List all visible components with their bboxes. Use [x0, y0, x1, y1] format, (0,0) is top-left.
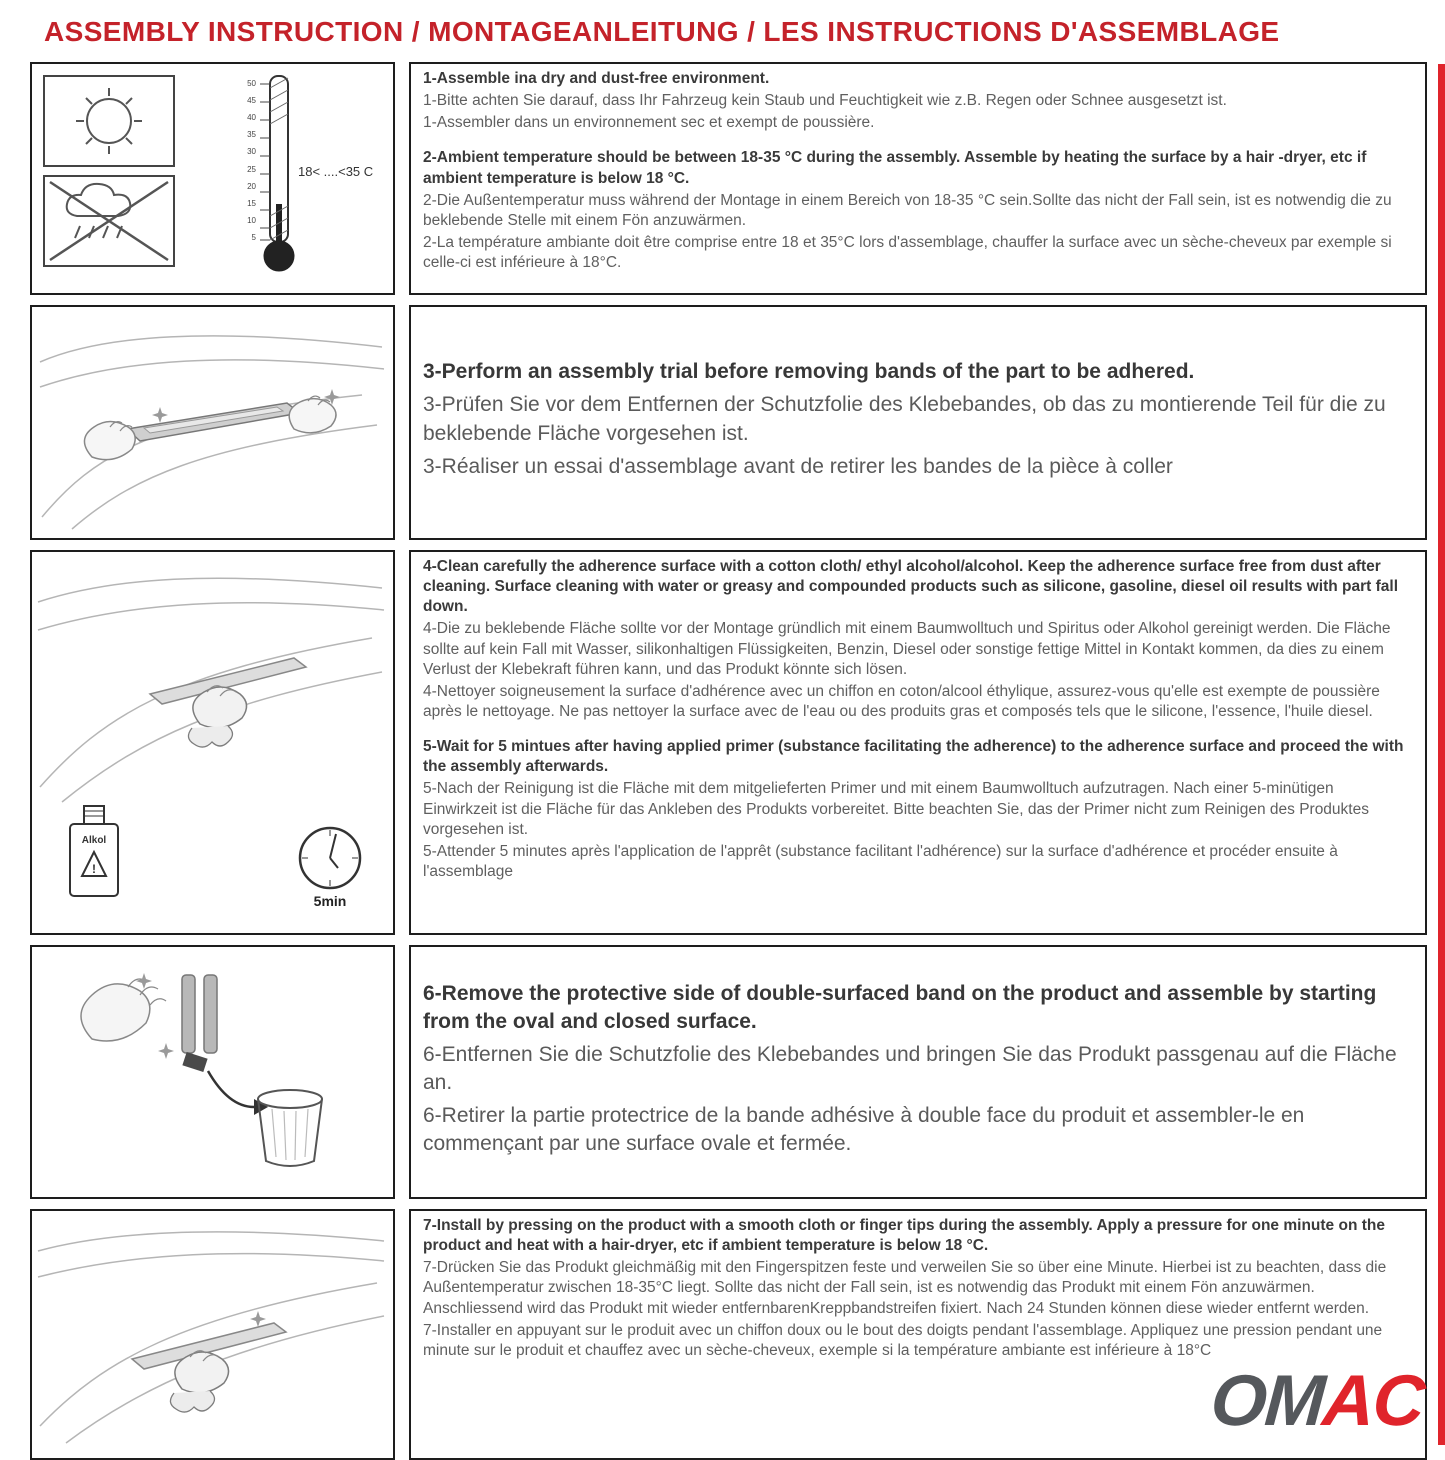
- wait-time-label: 5min: [313, 893, 347, 909]
- thermometer-tick-label: 25: [247, 164, 256, 174]
- instruction-paragraph: 3-Réaliser un essai d'assemblage avant de retirer les bandes de la pièce à coller: [423, 454, 1173, 478]
- sun-icon: [44, 76, 174, 166]
- remove-band-illustration: [32, 947, 393, 1192]
- instruction-paragraph: 5-Nach der Reinigung ist die Fläche mit dem mitgelieferten Primer und mit einem Baumwolltuch aufzutragen. Nach einer 5-minütigen Einwirkzeit ist die Fläche für das Ankleben des Produkts vorbereitet. Bitte beachten Sie, das der Primer nicht zum Reinigen des Produktes vorgesehen ist.: [423, 780, 1369, 838]
- logo-part-red: AC: [1320, 1361, 1426, 1441]
- instruction-paragraph: 5-Wait for 5 mintues after having applied primer (substance facilitating the adherence) to the adherence surface and proceed the with the assembly afterwards.: [423, 738, 1404, 776]
- instruction-text-group: [423, 980, 1411, 1164]
- section-assembly-trial: [30, 305, 1427, 540]
- instruction-paragraph: 3-Prüfen Sie vor dem Entfernen der Schutzfolie des Klebebandes, ob das zu montierende Teil für die zu beklebende Fläche vorgesehen ist.: [423, 393, 1386, 445]
- no-rain-icon: [44, 176, 174, 266]
- illustration-environment: [30, 62, 395, 295]
- instruction-text-group: [423, 557, 1411, 882]
- thermometer-tick-label: 20: [247, 181, 256, 191]
- holding-hand: [81, 979, 166, 1041]
- instruction-paragraph: 1-Assembler dans un environnement sec et exempt de poussière.: [423, 114, 875, 132]
- instruction-paragraph: 7-Drücken Sie das Produkt gleichmäßig mit den Fingerspitzen feste und verweilen Sie so über eine Minute. Hierbei ist zu beachten, dass die Außentemperatur zwischen 18-35°C liegt. Sollte das nicht der Fall sein, ist es notwendig das Produkt mit einem Fön anzuwärmen. Anschliessend wird das Produkt mit wieder entfernbarenKreppbandstreifen fixiert. Nach 24 Stunden können diese wieder entfernt werden.: [423, 1259, 1387, 1317]
- svg-text:!: !: [92, 862, 96, 876]
- sparkles: [250, 1311, 266, 1327]
- instruction-text-group: [423, 69, 1411, 273]
- instruction-paragraph: 7-Installer en appuyant sur le produit avec un chiffon doux ou le bout des doigts pendant l'assemblage. Appliquez une pression pendant une minute sur le produit et chauffez avec un sèche-cheveux, exemple si la température ambiante est inférieure à 18°C: [423, 1321, 1383, 1359]
- thermometer-tick-label: 35: [247, 130, 256, 140]
- thermometer-scale: [228, 80, 256, 242]
- thermometer-icon: [260, 76, 373, 271]
- instruction-paragraph: 2-Ambient temperature should be between 18-35 °C during the assembly. Assemble by heating the surface by a hair -dryer, etc if ambient temperature is below 18 °C.: [423, 149, 1367, 187]
- instruction-paragraph: 6-Retirer la partie protectrice de la bande adhésive à double face du produit et assembler-le en commençant par une surface ovale et fermée.: [423, 1104, 1305, 1156]
- thermometer-tick-label: 10: [247, 215, 256, 225]
- alcohol-bottle-icon: [70, 806, 118, 896]
- illustration-assembly-trial: [30, 305, 395, 540]
- illustration-remove-band: [30, 945, 395, 1199]
- instruction-paragraph: 7-Install by pressing on the product with a smooth cloth or finger tips during the assembly. Apply a pressure for one minute on the product and heat with a hair-dryer, etc if ambient temperature is below 18 °C.: [423, 1217, 1385, 1255]
- thermometer-tick-label: 30: [247, 147, 256, 157]
- left-hand: [84, 422, 135, 460]
- temperature-range-label: 18< ....<35 C: [298, 164, 374, 179]
- instruction-paragraph: [423, 724, 1411, 737]
- right-hand: [289, 396, 336, 433]
- instruction-text-group: [423, 1216, 1411, 1361]
- thermometer-tick-label: 15: [247, 198, 256, 208]
- instruction-paragraph: [423, 135, 1411, 148]
- instruction-paragraph: 1-Bitte achten Sie darauf, dass Ihr Fahrzeug kein Staub und Feuchtigkeit wie z.B. Regen oder Schnee ausgesetzt ist.: [423, 92, 1227, 110]
- cleaning-illustration: [32, 552, 393, 928]
- instruction-paragraph: 4-Die zu beklebende Fläche sollte vor der Montage gründlich mit einem Baumwolltuch und Spiritus oder Alkohol gereinigt werden. Die Fläche sollte auf kein Fall mit Wasser, silikonhaltigen Flüssigkeiten, Benzin, Diesel oder sonstige fettige Mittel in Kontakt kommen, da dies zu einem Verlust der Klebekraft führen kann, und das Produkt könnte sich lösen.: [423, 620, 1391, 678]
- thermometer-tick-label: 40: [247, 113, 256, 123]
- text-assembly-trial: [409, 305, 1427, 540]
- arrow-to-bin: [208, 1071, 254, 1107]
- instruction-paragraph: 6-Remove the protective side of double-surfaced band on the product and assemble by starting from the oval and closed surface.: [423, 981, 1377, 1033]
- instruction-paragraph: 4-Nettoyer soigneusement la surface d'adhérence avec un chiffon en coton/alcool éthylique, assurez-vous qu'elle est exempte de poussière après le nettoyage. Ne pas nettoyer la surface avec de l'eau ou des produits gras et composés tels que le silicone, l'essence, l'huile diesel.: [423, 682, 1380, 720]
- omac-logo: [1208, 1361, 1426, 1441]
- instruction-text-group: [423, 358, 1411, 486]
- bottle-label: Alkol: [81, 835, 107, 846]
- instruction-paragraph: 4-Clean carefully the adherence surface with a cotton cloth/ ethyl alcohol/alcohol. Keep the adherence surface free from dust after cleaning. Surface cleaning with water or greasy and compounded products such as silicone, gasoline, diesel oil results with part fall down.: [423, 558, 1399, 616]
- instruction-paragraph: 3-Perform an assembly trial before removing bands of the part to be adhered.: [423, 360, 1195, 384]
- instruction-paragraph: 5-Attender 5 minutes après l'application de l'apprêt (substance facilitant l'adhérence) sur la surface d'adhérence et procéder ensuite à l'assemblage: [423, 842, 1338, 880]
- red-edge-strip: [1438, 64, 1445, 1445]
- clock-icon: [300, 828, 360, 909]
- section-clean-primer: [30, 550, 1427, 935]
- press-illustration: [32, 1211, 393, 1453]
- section-environment-temperature: [30, 62, 1427, 295]
- page-title: ASSEMBLY INSTRUCTION / MONTAGEANLEITUNG / LES INSTRUCTIONS D'ASSEMBLAGE: [44, 16, 1280, 47]
- instruction-paragraph: 1-Assemble ina dry and dust-free environment.: [423, 70, 770, 87]
- door-sill-trial-illustration: [32, 307, 393, 533]
- instruction-paragraph: 6-Entfernen Sie die Schutzfolie des Klebebandes und bringen Sie das Produkt passgenau auf die Fläche an.: [423, 1042, 1397, 1094]
- logo-part-dark: OM: [1208, 1361, 1326, 1441]
- instruction-paragraph: 2-Die Außentemperatur muss während der Montage in einem Bereich von 18-35 °C sein.Sollte das nicht der Fall sein, ist es notwendig die zu beklebende Stelle mit einem Fön anzuwärmen.: [423, 191, 1392, 229]
- trash-bin-icon: [258, 1090, 322, 1166]
- text-environment-temperature: [409, 62, 1427, 295]
- text-clean-primer: [409, 550, 1427, 935]
- section-remove-band: [30, 945, 1427, 1199]
- text-remove-band: [409, 945, 1427, 1199]
- illustration-cleaning: [30, 550, 395, 935]
- illustration-press: [30, 1209, 395, 1460]
- thermometer-tick-label: 45: [247, 96, 256, 106]
- thermometer-tick-label: 5: [251, 232, 256, 242]
- instruction-paragraph: 2-La température ambiante doit être comprise entre 18 et 35°C lors d'assemblage, chauffer la surface avec un sèche-cheveux par exemple si celle-ci est inférieure à 18°C.: [423, 233, 1392, 272]
- product-strips: [182, 975, 217, 1072]
- environment-illustration: [32, 64, 393, 288]
- thermometer-tick-label: 50: [247, 79, 256, 88]
